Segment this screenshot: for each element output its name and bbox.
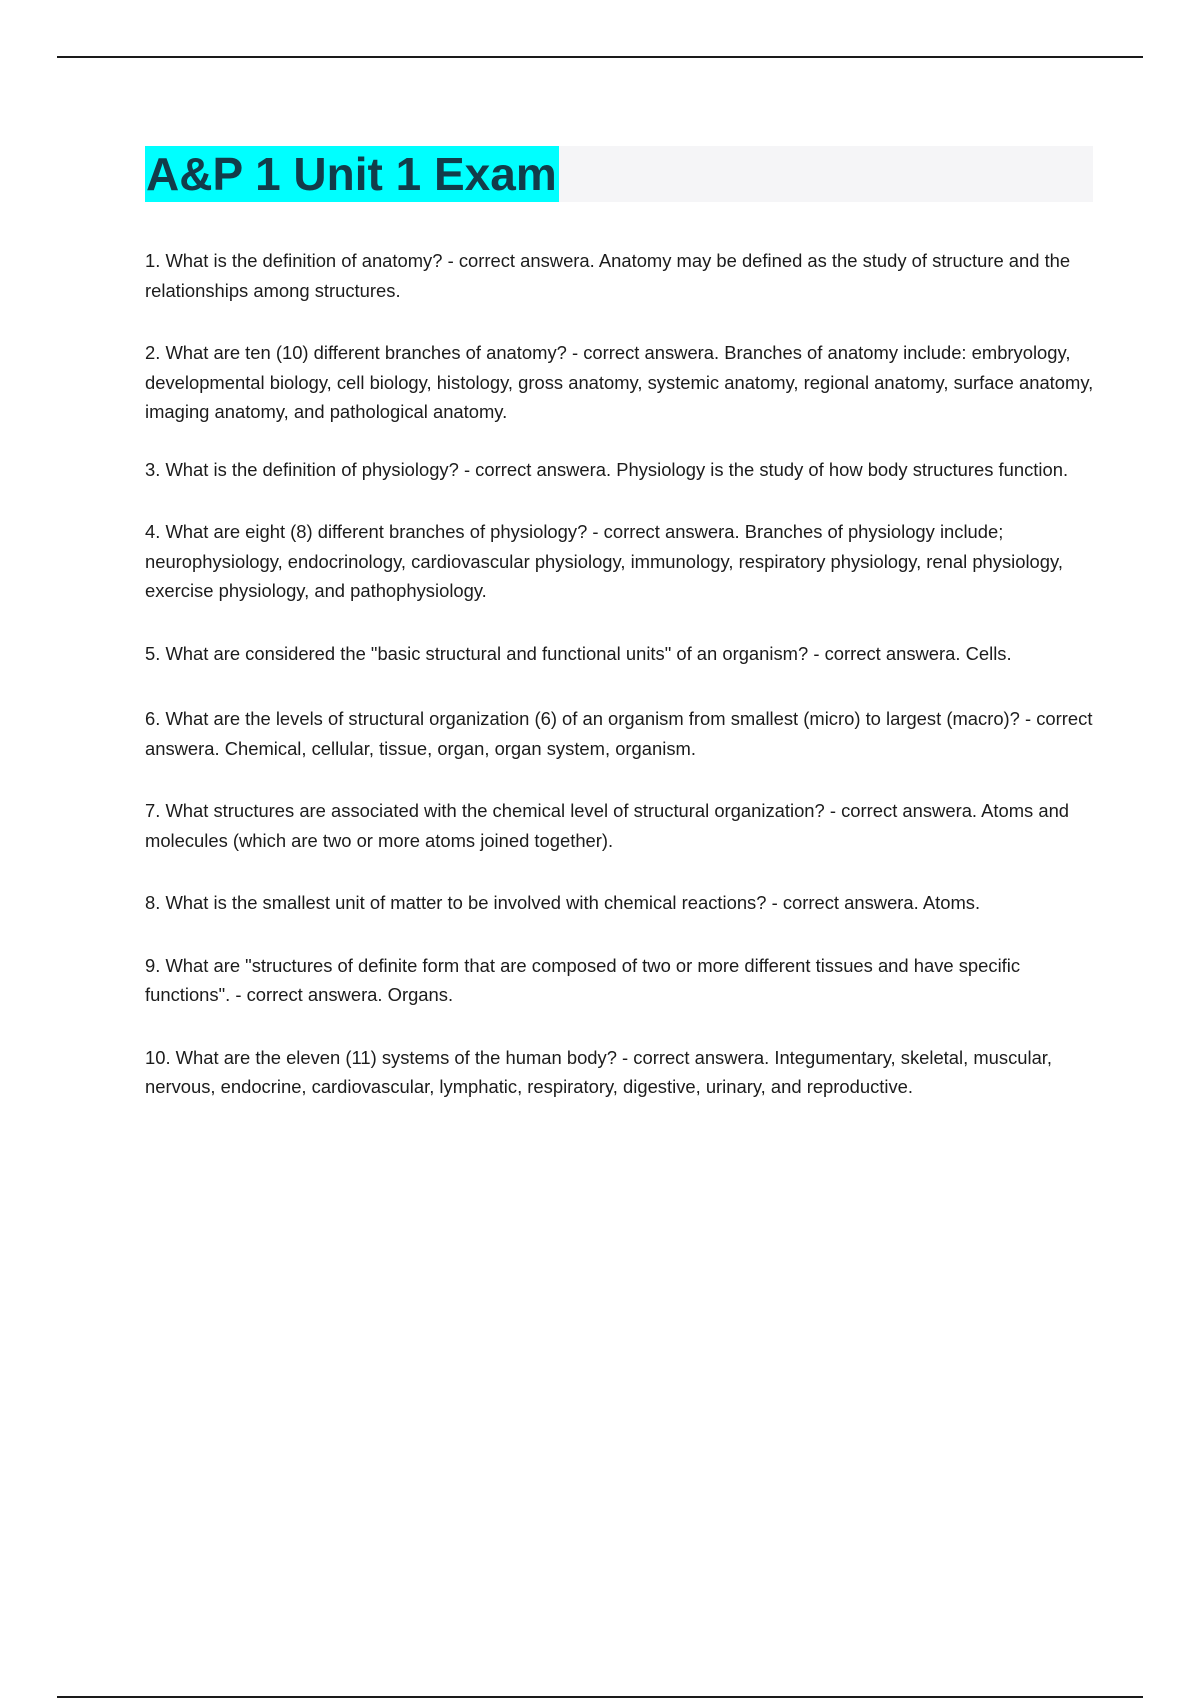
question-item: 6. What are the levels of structural organization (6) of an organism from smallest (micro) to largest (macro)? - correct answera. Chemical, cellular, tissue, organ, organ system, organism.: [145, 708, 1093, 759]
question-item: 4. What are eight (8) different branches of physiology? - correct answera. Branches of physiology include; neurophysiology, endocrinology, cardiovascular physiology, immunology, respiratory physiology, renal physiology, exercise physiology, and pathophysiology.: [145, 521, 1063, 601]
page-title: A&P 1 Unit 1 Exam: [146, 148, 557, 200]
footer-rule: [57, 1696, 1143, 1698]
question-item: 10. What are the eleven (11) systems of the human body? - correct answera. Integumentary, skeletal, muscular, nervous, endocrine, cardiovascular, lymphatic, respiratory, digestive, urinary, and reproductive.: [145, 1046, 1053, 1097]
question-item: 3. What is the definition of physiology? - correct answera. Physiology is the study of how body structures function.: [145, 458, 1069, 480]
question-item: 2. What are ten (10) different branches of anatomy? - correct answera. Branches of anatomy include: embryology, developmental biology, cell biology, histology, gross anatomy, systemic anatomy, regional anatomy, surface anatomy, imaging anatomy, and pathological anatomy.: [145, 342, 1094, 422]
question-item: 7. What structures are associated with the chemical level of structural organization? - correct answera. Atoms and molecules (which are two or more atoms joined together).: [145, 800, 1070, 851]
header-rule: [57, 56, 1143, 58]
question-list: [145, 246, 1095, 1102]
question-item: 8. What is the smallest unit of matter to be involved with chemical reactions? - correct answera. Atoms.: [145, 892, 981, 913]
question-item: 1. What is the definition of anatomy? - correct answera. Anatomy may be defined as the study of structure and the relationships among structures.: [145, 250, 1071, 301]
question-item: 9. What are "structures of definite form that are composed of two or more different tissues and have specific functions". - correct answera. Organs.: [145, 954, 1021, 1005]
question-item: 5. What are considered the "basic structural and functional units" of an organism? - correct answera. Cells.: [145, 642, 1012, 664]
